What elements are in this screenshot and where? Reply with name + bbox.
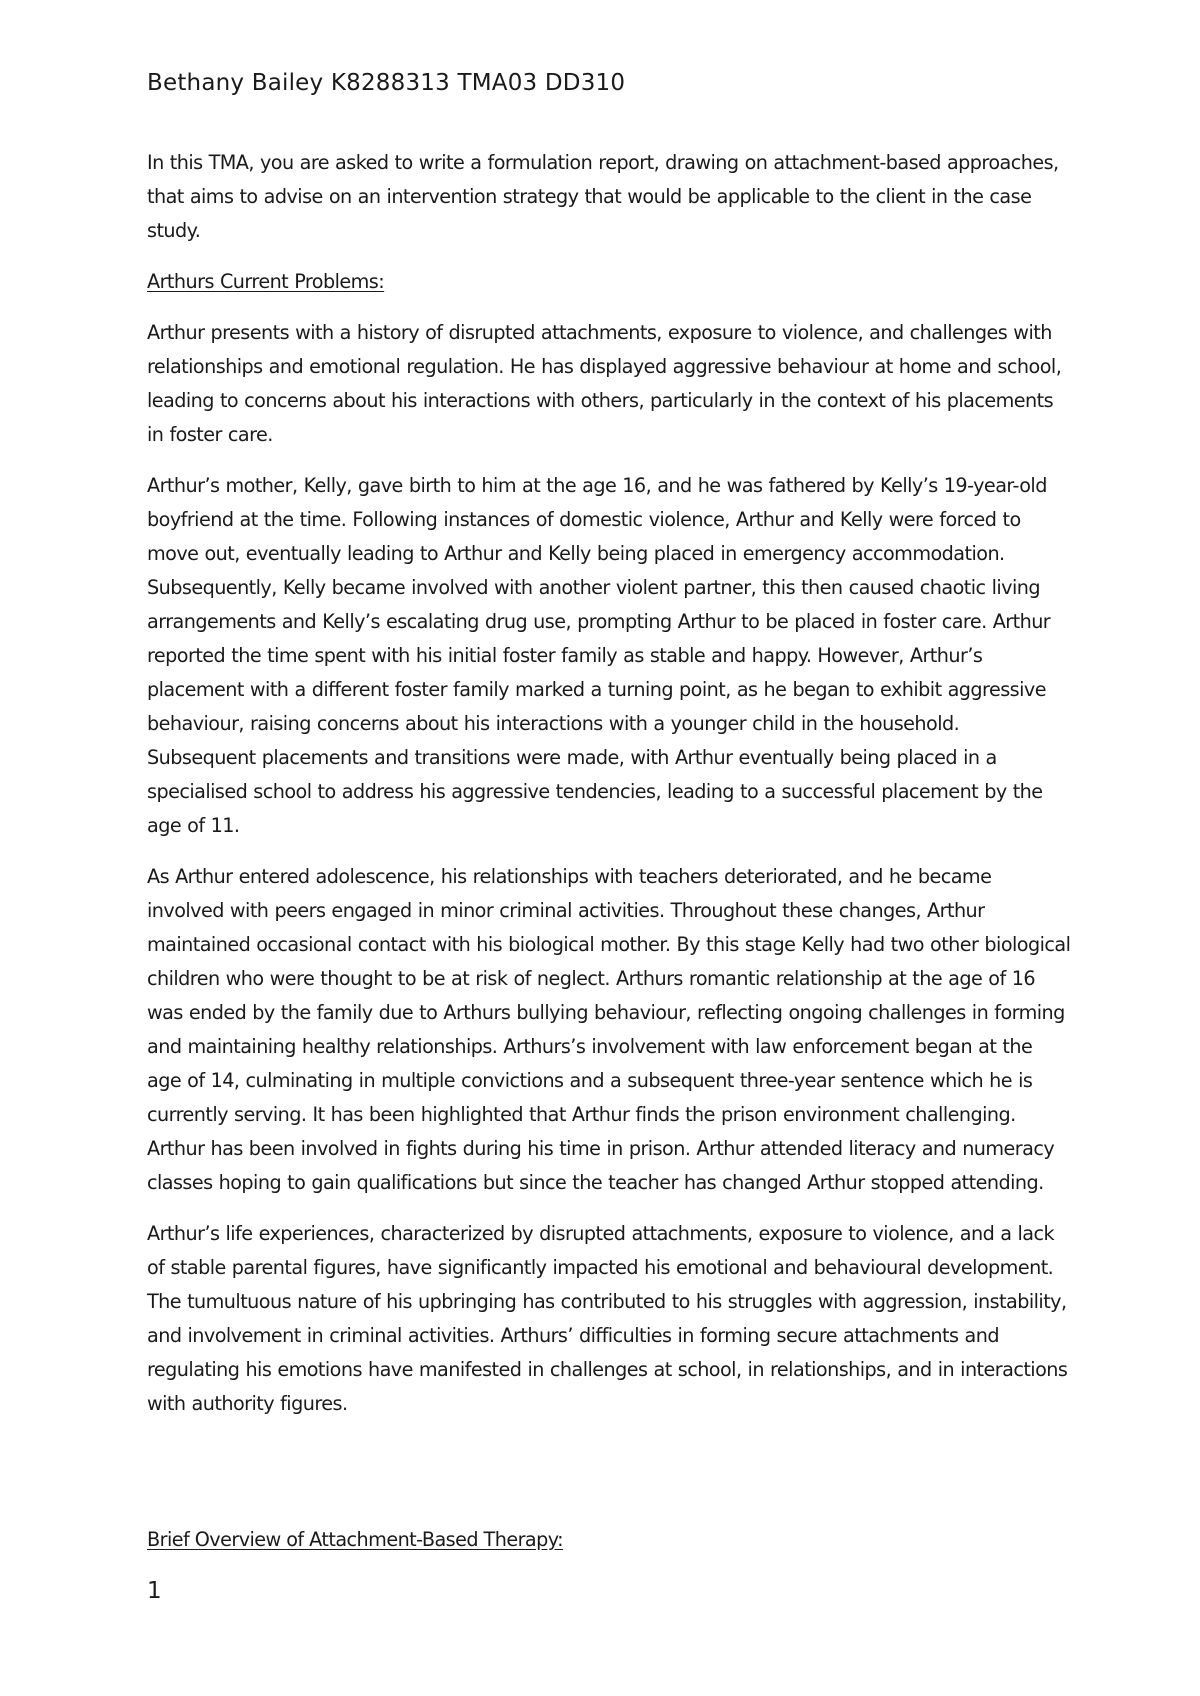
document-body [147,146,1072,1438]
body-paragraph: Arthur’s mother, Kelly, gave birth to him at the age 16, and he was fathered by Kelly’s 19-year-old boyfriend at the time. Following instances of domestic violence, Arthur and Kelly were forced to move out, eventually leading to Arthur and Kelly being placed in emergency accommodation. Subsequently, Kelly became involved with another violent partner, this then caused chaotic living arrangements and Kelly’s escalating drug use, prompting Arthur to be placed in foster care. Arthur reported the time spent with his initial foster family as stable and happy. However, Arthur’s placement with a different foster family marked a turning point, as he began to exhibit aggressive behaviour, raising concerns about his interactions with a younger child in the household. Subsequent placements and transitions were made, with Arthur eventually being placed in a specialised school to address his aggressive tendencies, leading to a successful placement by the age of 11. [147,474,1051,837]
section-heading-attachment-therapy: Brief Overview of Attachment-Based Therapy: [147,1528,564,1551]
intro-paragraph: In this TMA, you are asked to write a formulation report, drawing on attachment-based approaches, that aims to advise on an intervention strategy that would be applicable to the client in the case study. [147,151,1059,242]
page-header: Bethany Bailey K8288313 TMA03 DD310 [147,70,626,96]
body-paragraph: Arthur’s life experiences, characterized by disrupted attachments, exposure to violence, and a lack of stable parental figures, have significantly impacted his emotional and behavioural development. The tumultuous nature of his upbringing has contributed to his struggles with aggression, instability, and involvement in criminal activities. Arthurs’ difficulties in forming secure attachments and regulating his emotions have manifested in challenges at school, in relationships, and in interactions with authority figures. [147,1222,1068,1415]
page-number: 1 [147,1578,162,1604]
body-paragraph: Arthur presents with a history of disrupted attachments, exposure to violence, and challenges with relationships and emotional regulation. He has displayed aggressive behaviour at home and school, leading to concerns about his interactions with others, particularly in the context of his placements in foster care. [147,321,1062,446]
section-heading-current-problems: Arthurs Current Problems: [147,270,385,293]
body-paragraph: As Arthur entered adolescence, his relationships with teachers deteriorated, and he became involved with peers engaged in minor criminal activities. Throughout these changes, Arthur maintained occasional contact with his biological mother. By this stage Kelly had two other biological children who were thought to be at risk of neglect. Arthurs romantic relationship at the age of 16 was ended by the family due to Arthurs bullying behaviour, reflecting ongoing challenges in forming and maintaining healthy relationships. Arthurs’s involvement with law enforcement began at the age of 14, culminating in multiple convictions and a subsequent three-year sentence which he is currently serving. It has been highlighted that Arthur finds the prison environment challenging. Arthur has been involved in fights during his time in prison. Arthur attended literacy and numeracy classes hoping to gain qualifications but since the teacher has changed Arthur stopped attending. [147,865,1071,1194]
